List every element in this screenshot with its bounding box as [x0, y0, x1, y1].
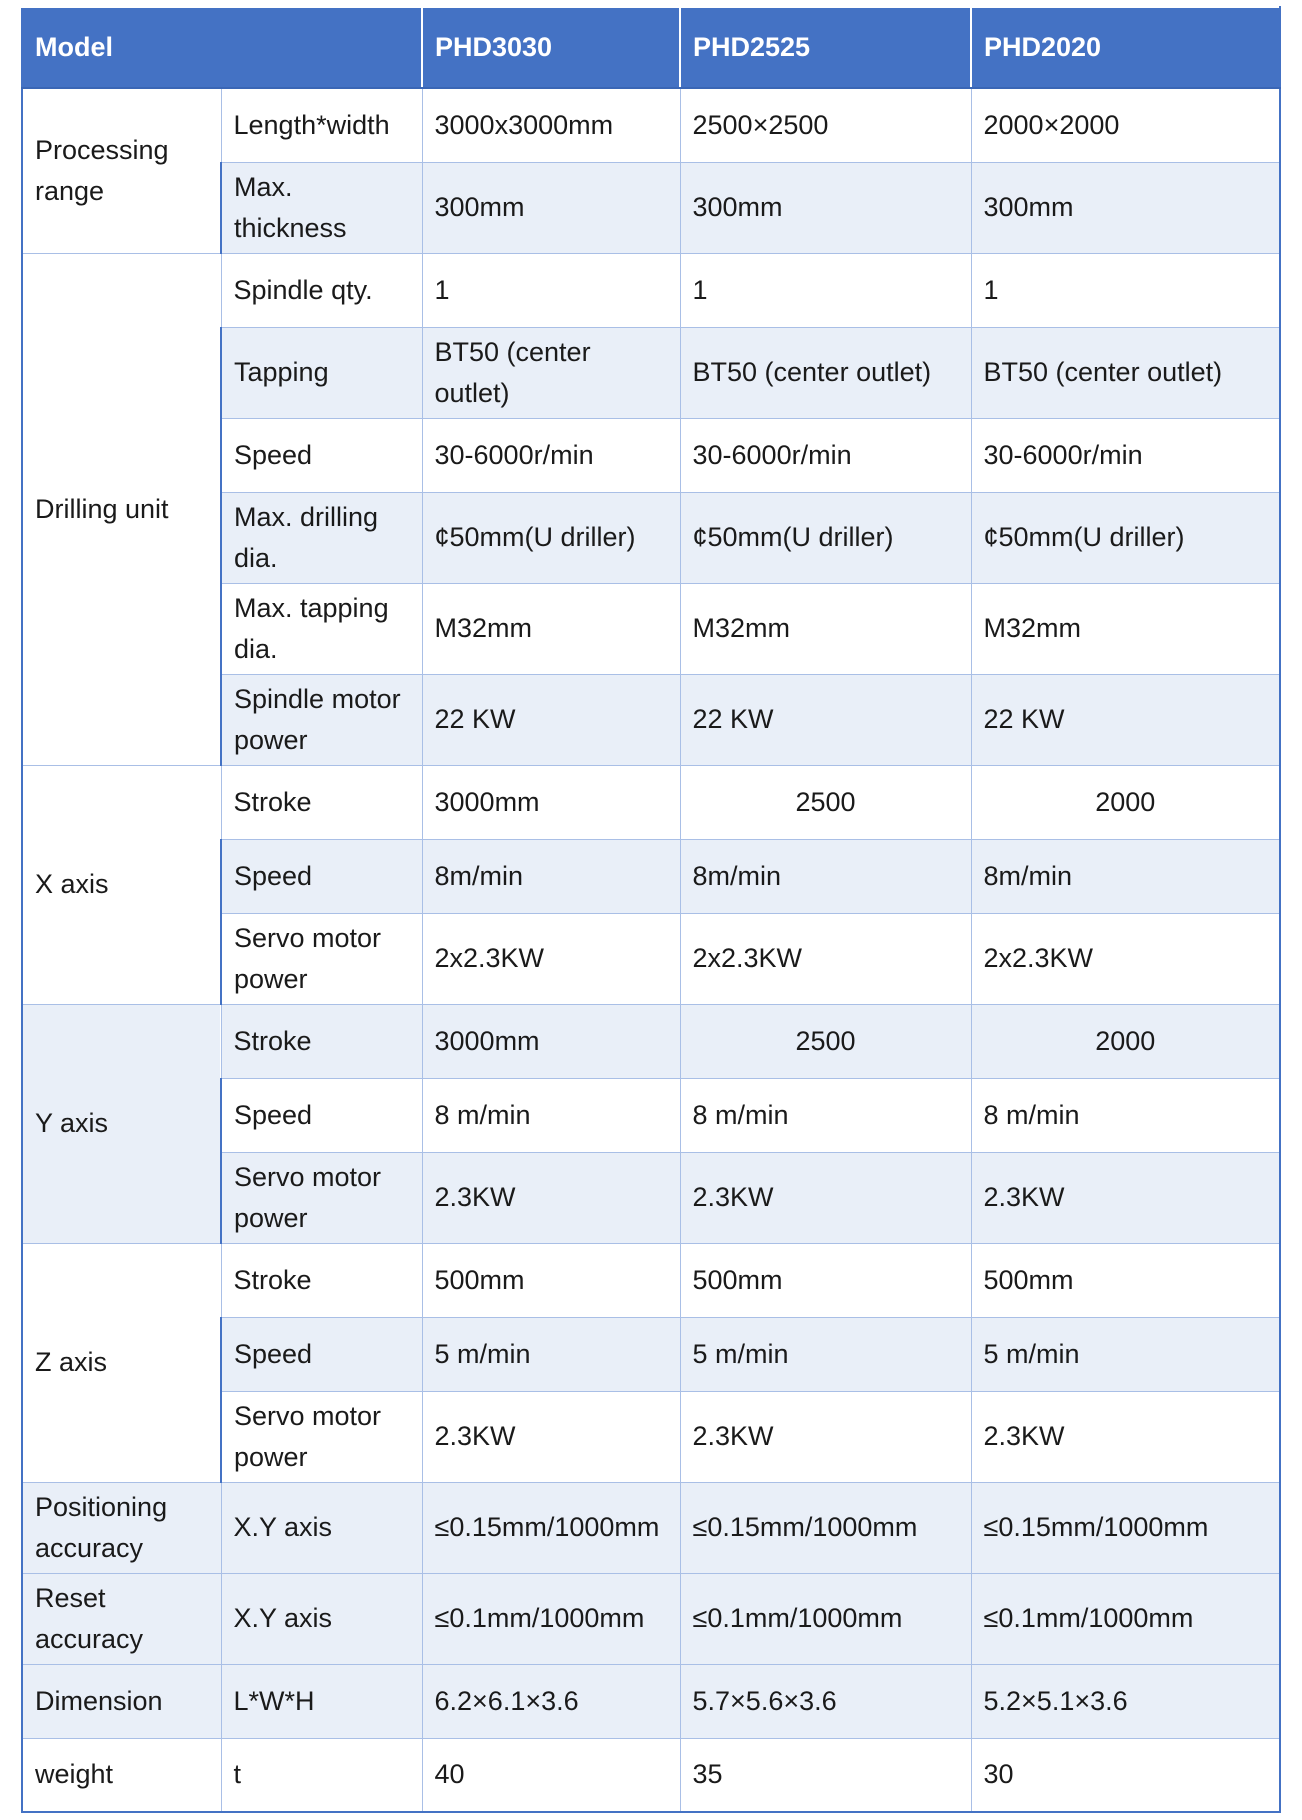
- value-cell: 2x2.3KW: [680, 913, 971, 1004]
- group-label: Positioning accuracy: [22, 1482, 221, 1573]
- group-label: Processing range: [22, 88, 221, 253]
- param-label: Speed: [221, 839, 422, 913]
- header-row: [22, 7, 1280, 88]
- param-label: L*W*H: [221, 1664, 422, 1738]
- param-label: Speed: [221, 418, 422, 492]
- value-cell: 2000: [971, 1004, 1280, 1078]
- group-label: Y axis: [22, 1004, 221, 1243]
- value-cell: 22 KW: [422, 674, 680, 765]
- param-label: Spindle qty.: [221, 253, 422, 327]
- value-cell: M32mm: [680, 583, 971, 674]
- value-cell: 1: [422, 253, 680, 327]
- table-row: [22, 765, 1280, 839]
- value-cell: BT50 (center outlet): [680, 327, 971, 418]
- table-row: [22, 88, 1280, 162]
- value-cell: 30-6000r/min: [971, 418, 1280, 492]
- table-row: [22, 1664, 1280, 1738]
- model-name: PHD2525: [680, 7, 971, 88]
- param-label: Stroke: [221, 765, 422, 839]
- value-cell: 300mm: [680, 162, 971, 253]
- value-cell: M32mm: [971, 583, 1280, 674]
- value-cell: 2x2.3KW: [422, 913, 680, 1004]
- value-cell: 2.3KW: [971, 1391, 1280, 1482]
- table-row: [22, 1243, 1280, 1317]
- value-cell: ≤0.1mm/1000mm: [971, 1573, 1280, 1664]
- group-label: X axis: [22, 765, 221, 1004]
- group-label: Reset accuracy: [22, 1573, 221, 1664]
- value-cell: 35: [680, 1738, 971, 1812]
- value-cell: 2.3KW: [680, 1391, 971, 1482]
- value-cell: ¢50mm(U driller): [971, 492, 1280, 583]
- param-label: Max. drilling dia.: [221, 492, 422, 583]
- param-label: Servo motor power: [221, 1152, 422, 1243]
- value-cell: 8 m/min: [422, 1078, 680, 1152]
- value-cell: 2x2.3KW: [971, 913, 1280, 1004]
- value-cell: ≤0.15mm/1000mm: [971, 1482, 1280, 1573]
- value-cell: 300mm: [422, 162, 680, 253]
- group-label: Drilling unit: [22, 253, 221, 765]
- param-label: Tapping: [221, 327, 422, 418]
- param-label: Speed: [221, 1317, 422, 1391]
- value-cell: 1: [680, 253, 971, 327]
- value-cell: 500mm: [971, 1243, 1280, 1317]
- value-cell: 6.2×6.1×3.6: [422, 1664, 680, 1738]
- value-cell: 5 m/min: [422, 1317, 680, 1391]
- model-name: PHD2020: [971, 7, 1280, 88]
- value-cell: 2.3KW: [680, 1152, 971, 1243]
- value-cell: 30: [971, 1738, 1280, 1812]
- value-cell: 8 m/min: [971, 1078, 1280, 1152]
- value-cell: 300mm: [971, 162, 1280, 253]
- value-cell: ≤0.15mm/1000mm: [422, 1482, 680, 1573]
- value-cell: 8m/min: [422, 839, 680, 913]
- table-row: [22, 253, 1280, 327]
- value-cell: 30-6000r/min: [422, 418, 680, 492]
- value-cell: 2500: [680, 1004, 971, 1078]
- value-cell: 2500×2500: [680, 88, 971, 162]
- param-label: t: [221, 1738, 422, 1812]
- value-cell: 3000mm: [422, 765, 680, 839]
- spec-table: [21, 6, 1281, 1813]
- value-cell: ¢50mm(U driller): [422, 492, 680, 583]
- value-cell: M32mm: [422, 583, 680, 674]
- param-label: Servo motor power: [221, 1391, 422, 1482]
- value-cell: ¢50mm(U driller): [680, 492, 971, 583]
- value-cell: 8m/min: [971, 839, 1280, 913]
- param-label: Max. thickness: [221, 162, 422, 253]
- value-cell: 5 m/min: [680, 1317, 971, 1391]
- table-row: [22, 1482, 1280, 1573]
- value-cell: 2.3KW: [422, 1391, 680, 1482]
- value-cell: 2.3KW: [971, 1152, 1280, 1243]
- value-cell: 5.2×5.1×3.6: [971, 1664, 1280, 1738]
- value-cell: 500mm: [422, 1243, 680, 1317]
- value-cell: 22 KW: [971, 674, 1280, 765]
- model-header: Model: [22, 7, 422, 88]
- group-label: weight: [22, 1738, 221, 1812]
- param-label: Length*width: [221, 88, 422, 162]
- table-row: [22, 1573, 1280, 1664]
- value-cell: 2000×2000: [971, 88, 1280, 162]
- param-label: Servo motor power: [221, 913, 422, 1004]
- value-cell: 500mm: [680, 1243, 971, 1317]
- value-cell: 40: [422, 1738, 680, 1812]
- value-cell: 8m/min: [680, 839, 971, 913]
- value-cell: 5 m/min: [971, 1317, 1280, 1391]
- param-label: Stroke: [221, 1004, 422, 1078]
- value-cell: 5.7×5.6×3.6: [680, 1664, 971, 1738]
- value-cell: BT50 (center outlet): [422, 327, 680, 418]
- param-label: Speed: [221, 1078, 422, 1152]
- value-cell: 1: [971, 253, 1280, 327]
- value-cell: ≤0.15mm/1000mm: [680, 1482, 971, 1573]
- value-cell: 22 KW: [680, 674, 971, 765]
- value-cell: 30-6000r/min: [680, 418, 971, 492]
- group-label: Dimension: [22, 1664, 221, 1738]
- model-name: PHD3030: [422, 7, 680, 88]
- value-cell: ≤0.1mm/1000mm: [680, 1573, 971, 1664]
- group-label: Z axis: [22, 1243, 221, 1482]
- value-cell: 3000mm: [422, 1004, 680, 1078]
- value-cell: 2000: [971, 765, 1280, 839]
- param-label: X.Y axis: [221, 1573, 422, 1664]
- value-cell: ≤0.1mm/1000mm: [422, 1573, 680, 1664]
- table-row: [22, 1004, 1280, 1078]
- param-label: Stroke: [221, 1243, 422, 1317]
- param-label: Spindle motor power: [221, 674, 422, 765]
- param-label: Max. tapping dia.: [221, 583, 422, 674]
- value-cell: 2.3KW: [422, 1152, 680, 1243]
- value-cell: 2500: [680, 765, 971, 839]
- value-cell: BT50 (center outlet): [971, 327, 1280, 418]
- value-cell: 3000x3000mm: [422, 88, 680, 162]
- value-cell: 8 m/min: [680, 1078, 971, 1152]
- param-label: X.Y axis: [221, 1482, 422, 1573]
- table-row: [22, 1738, 1280, 1812]
